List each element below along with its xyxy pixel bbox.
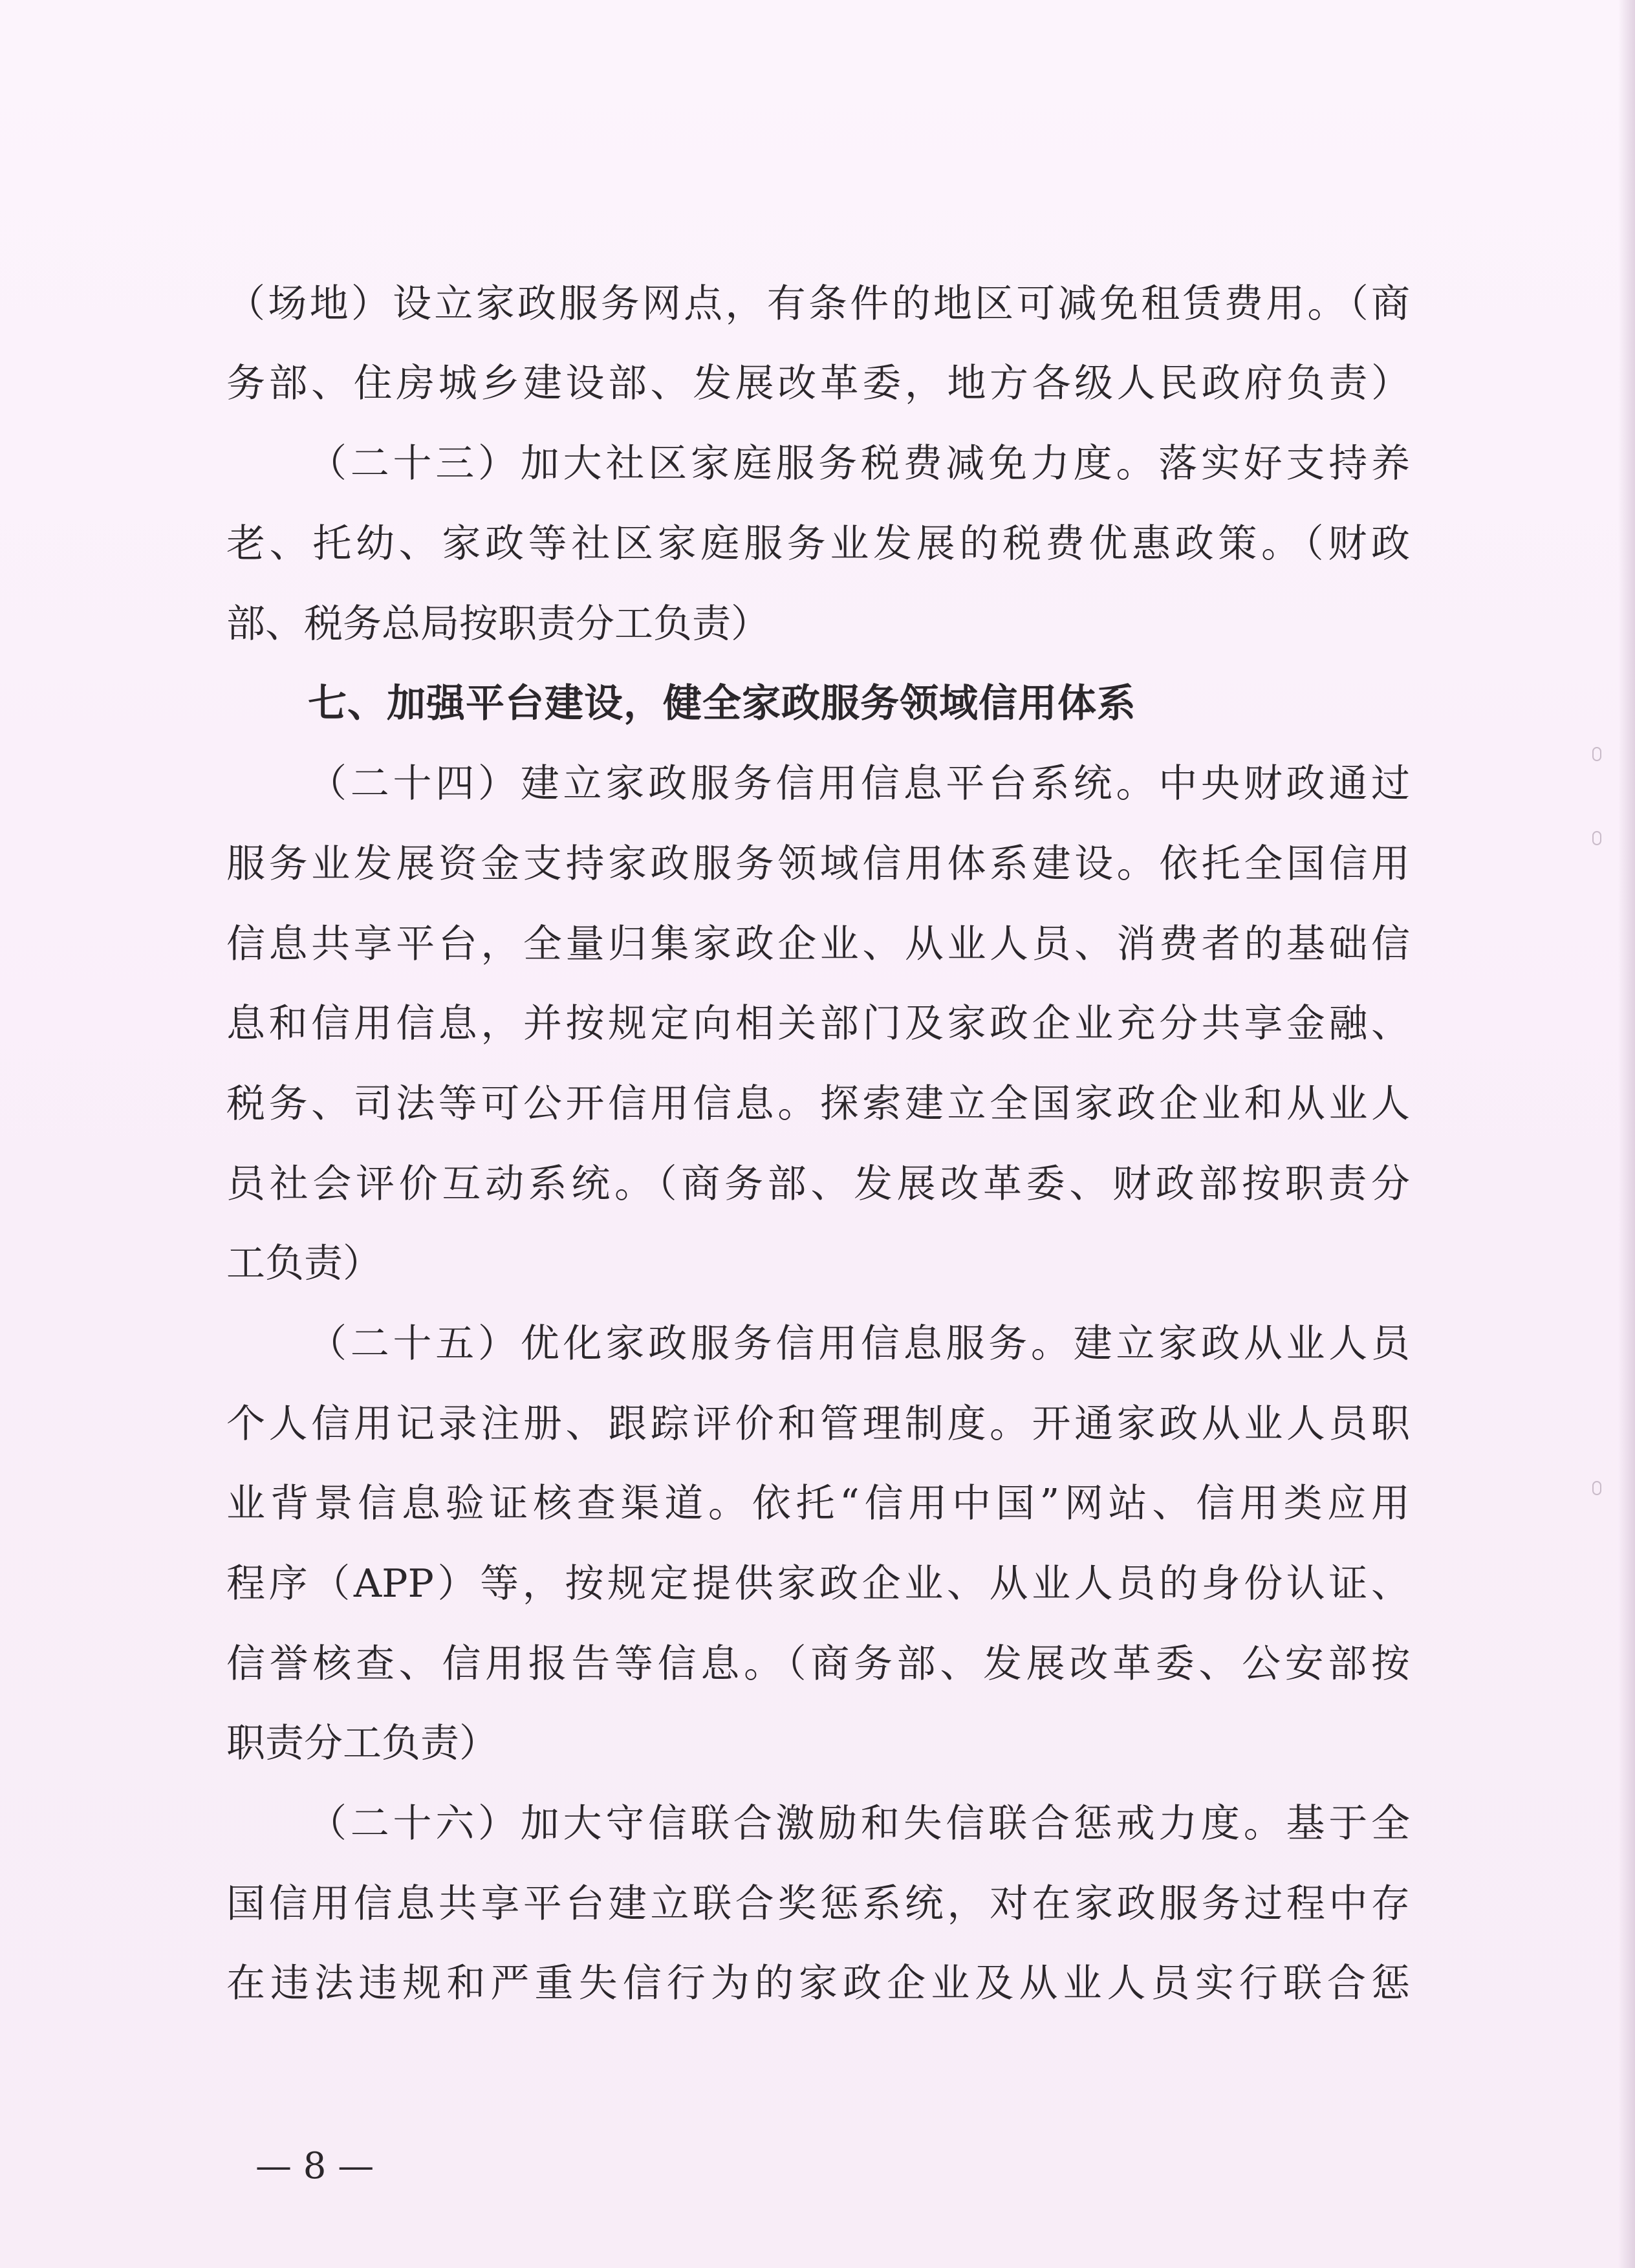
text-line: （二十六）加大守信联合激励和失信联合惩戒力度。基于全 [308,1801,1410,1846]
text-line: 老、托幼、家政等社区家庭服务业发展的税费优惠政策。（财政 [226,521,1410,567]
text-line: 职责分工负责） [226,1721,498,1766]
text-line: 服务业发展资金支持家政服务领域信用体系建设。依托全国信用 [226,841,1410,887]
scan-mark [1592,747,1601,761]
scan-edge [1618,0,1635,2268]
page-number: — 8 — [255,2145,374,2187]
scan-mark [1592,1481,1601,1495]
text-line: 员社会评价互动系统。（商务部、发展改革委、财政部按职责分 [226,1161,1410,1207]
text-line: 业背景信息验证核查渠道。依托“信用中国”网站、信用类应用 [226,1481,1410,1526]
text-line: 在违法违规和严重失信行为的家政企业及从业人员实行联合惩 [226,1961,1410,2006]
text-line: 个人信用记录注册、跟踪评价和管理制度。开通家政从业人员职 [226,1401,1410,1447]
text-line: 税务、司法等可公开信用信息。探索建立全国家政企业和从业人 [226,1081,1410,1127]
text-line: 信誉核查、信用报告等信息。（商务部、发展改革委、公安部按 [226,1641,1410,1687]
text-line: （场地）设立家政服务网点，有条件的地区可减免租赁费用。（商 [226,281,1410,327]
text-line: 息和信用信息，并按规定向相关部门及家政企业充分共享金融、 [226,1001,1410,1046]
text-line: 部、税务总局按职责分工负责） [226,601,770,647]
text-line: 务部、住房城乡建设部、发展改革委，地方各级人民政府负责） [226,361,1410,406]
text-line: 程序（APP）等，按规定提供家政企业、从业人员的身份认证、 [226,1561,1410,1606]
scan-mark [1592,831,1601,845]
text-line: （二十五）优化家政服务信用信息服务。建立家政从业人员 [308,1321,1410,1366]
text-line: 信息共享平台，全量归集家政企业、从业人员、消费者的基础信 [226,922,1410,967]
text-line: 国信用信息共享平台建立联合奖惩系统，对在家政服务过程中存 [226,1881,1410,1927]
section-heading: 七、加强平台建设，健全家政服务领域信用体系 [308,681,1136,726]
text-line: 工负责） [226,1241,382,1286]
text-line: （二十四）建立家政服务信用信息平台系统。中央财政通过 [308,761,1410,806]
text-line: （二十三）加大社区家庭服务税费减免力度。落实好支持养 [308,441,1410,486]
